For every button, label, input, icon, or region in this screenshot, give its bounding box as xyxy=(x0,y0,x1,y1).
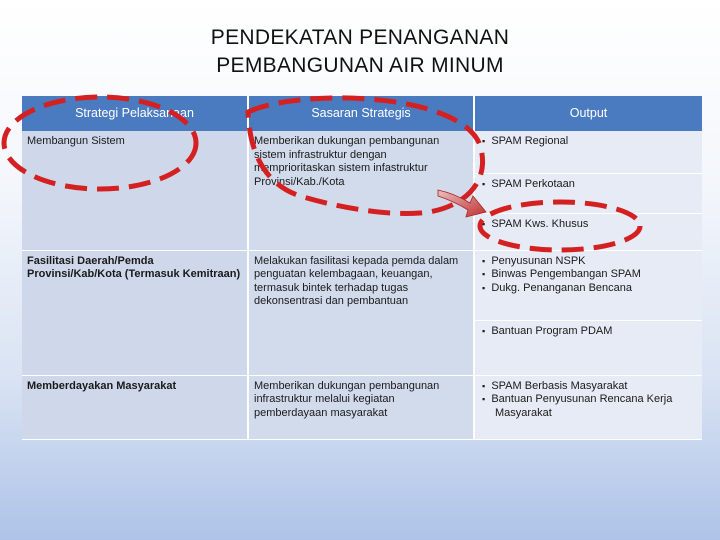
output-item xyxy=(482,268,697,282)
strategy-text: Fasilitasi Daerah/Pemda Provinsi/Kab/Kota (Termasuk Kemitraan) xyxy=(27,254,241,280)
bullet-icon: ▪ xyxy=(482,269,486,279)
strategy-text: Membangun Sistem xyxy=(27,135,125,147)
output-text: Penyusunan NSPK xyxy=(491,254,586,267)
target-cell xyxy=(248,375,474,439)
output-cell xyxy=(474,173,702,213)
output-item xyxy=(482,218,697,232)
target-text: Memberikan dukungan pembangunan infrastruktur melalui kegiatan pemberdayaan masyarakat xyxy=(254,379,440,419)
title-line-2: PEMBANGUNAN AIR MINUM xyxy=(216,54,504,77)
output-cell xyxy=(474,131,702,173)
bullet-icon: ▪ xyxy=(482,136,486,146)
strategy-text: Memberdayakan Masyarakat xyxy=(27,379,177,392)
output-item xyxy=(482,178,697,192)
output-item xyxy=(482,393,697,420)
target-text: Memberikan dukungan pembangunan sistem infrastruktur dengan memprioritaskan sistem infastruktur Provinsi/Kab./Kota xyxy=(254,135,440,188)
table-row xyxy=(22,131,702,173)
strategy-cell xyxy=(22,375,248,439)
output-text: SPAM Kws. Khusus xyxy=(491,217,589,230)
slide-title xyxy=(0,24,720,80)
output-item xyxy=(482,282,697,296)
table-row xyxy=(22,250,702,320)
output-item xyxy=(482,380,697,394)
bullet-icon: ▪ xyxy=(482,282,486,293)
output-item xyxy=(482,135,697,149)
bullet-icon: ▪ xyxy=(482,325,486,336)
strategy-table xyxy=(22,96,702,440)
header-sasaran-strategis: Sasaran Strategis xyxy=(248,96,474,131)
output-text: SPAM Perkotaan xyxy=(491,177,575,190)
strategy-cell xyxy=(22,131,248,250)
bullet-icon: ▪ xyxy=(482,394,486,404)
header-output: Output xyxy=(474,96,702,131)
target-cell xyxy=(248,250,474,375)
output-cell xyxy=(474,375,702,439)
bullet-icon: ▪ xyxy=(482,255,486,266)
output-text: Dukg. Penanganan Bencana xyxy=(491,281,632,294)
output-text: Binwas Pengembangan SPAM xyxy=(491,268,641,280)
output-cell xyxy=(474,320,702,375)
strategy-cell xyxy=(22,250,248,375)
output-cell xyxy=(474,213,702,250)
output-cell xyxy=(474,250,702,320)
output-text: SPAM Berbasis Masyarakat xyxy=(491,379,628,392)
bullet-icon: ▪ xyxy=(482,178,486,189)
table-row xyxy=(22,375,702,439)
bullet-icon: ▪ xyxy=(482,380,486,391)
table-header-row xyxy=(22,96,702,131)
target-text: Melakukan fasilitasi kepada pemda dalam penguatan kelembagaan, keuangan, termasuk bintek terhadap tugas dekonsentrasi dan pembantuan xyxy=(254,254,459,307)
output-item xyxy=(482,325,697,339)
output-item xyxy=(482,255,697,269)
header-strategi-pelaksanaan: Strategi Pelaksanaan xyxy=(22,96,248,131)
target-cell xyxy=(248,131,474,250)
output-text: SPAM Regional xyxy=(491,135,569,147)
bullet-icon: ▪ xyxy=(482,218,486,229)
output-text: Bantuan Program PDAM xyxy=(491,324,613,337)
title-line-1: PENDEKATAN PENANGANAN xyxy=(210,26,510,49)
output-text: Bantuan Penyusunan Rencana Kerja Masyarakat xyxy=(491,393,673,419)
